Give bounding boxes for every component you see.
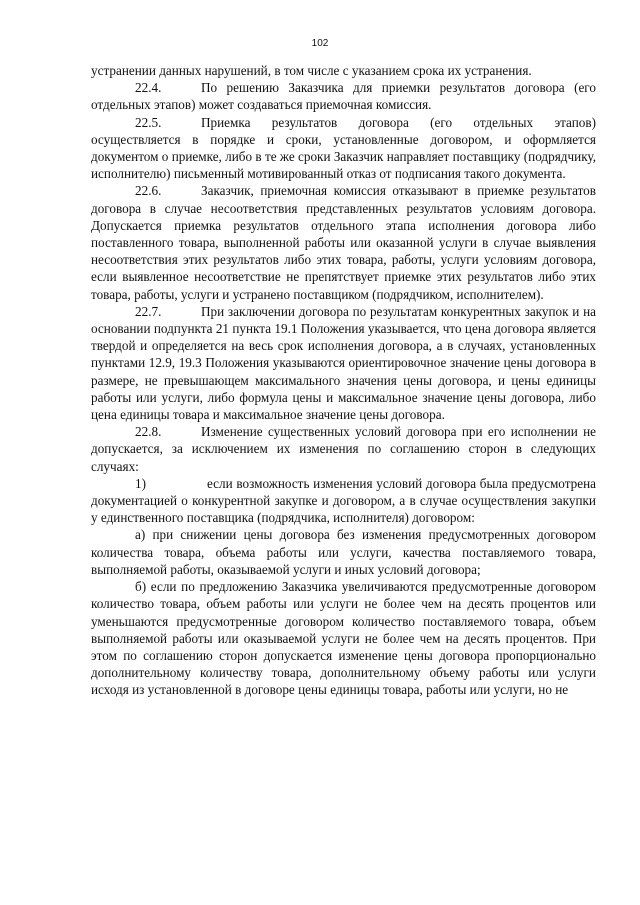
paragraph-continuation (91, 62, 596, 79)
paragraph-text: По решению Заказчика для приемки результатов договора (его отдельных этапов) может создаваться приемочная комиссия. (91, 80, 596, 113)
paragraph-22-4 (91, 79, 596, 113)
clause-number: 22.8. (135, 424, 162, 440)
paragraph-text: Изменение существенных условий договора при его исполнении не допускается, за исключением их изменения по соглашению сторон в следующих случаях: (91, 424, 596, 474)
paragraph-text: Заказчик, приемочная комиссия отказывают в приемке результатов договора в случае несоответствия представленных результатов условиям договора. Допускается приемка результатов отдельного этапа исполнения договора либо поставленного товара, выполненной работы или оказанной услуги в случае выявления несоответствия этих результатов либо этих товара, работы, услуги условиям договора, если выявленное несоответствие не препятствует приемке этих результатов либо этих товара, работы, услуги и устранено поставщиком (подрядчиком, исполнителем). (91, 183, 596, 302)
paragraph-text: б) если по предложению Заказчика увеличиваются предусмотренные договором количество товара, объем работы или услуги не более чем на десять процентов или уменьшаются предусмотренные договором количество поставляемого товара, объем выполняемой работы или оказываемой услуги не более чем на десять процентов. При этом по соглашению сторон допускается изменение цены договора пропорционально дополнительному количеству товара, дополнительному объему работы или услуги исходя из установленной в договоре цены единицы товара, работы или услуги, но не (91, 579, 596, 698)
page-number: 102 (311, 38, 329, 49)
paragraph-22-5 (91, 114, 596, 183)
document-body (91, 62, 596, 699)
paragraph-item-b (91, 578, 596, 698)
paragraph-text: Приемка результатов договора (его отдельных этапов) осуществляется в порядке и сроки, установленные договором, и оформляется документом о приемке, либо в те же сроки Заказчик направляет поставщику (подрядчику, исполнителю) письменный мотивированный отказ от подписания такого документа. (91, 114, 596, 182)
clause-number: 22.4. (135, 80, 162, 96)
paragraph-22-8 (91, 423, 596, 475)
subclause-number: 1) (135, 475, 146, 491)
clause-number: 22.5. (135, 114, 162, 130)
clause-number: 22.6. (135, 183, 162, 199)
paragraph-text: При заключении договора по результатам конкурентных закупок и на основании подпункта 21 пункта 19.1 Положения указывается, что цена договора является твердой и определяется на весь срок исполнения договора, а в случаях, установленных пунктами 12.9, 19.3 Положения указываются ориентировочное значение цены договора в размере, не превышающем максимального значения цены договора, и цены единицы работы или услуги, либо формула цены и максимальное значение цены договора, либо цена единицы товара и максимальное значение цены договора. (91, 303, 596, 423)
paragraph-text: устранении данных нарушений, в том числе с указанием срока их устранения. (91, 63, 532, 78)
paragraph-text: если возможность изменения условий договора была предусмотрена документацией о конкурентной закупке и договором, а в случае осуществления закупки у единственного поставщика (подрядчика, исполнителя) договором: (91, 475, 596, 526)
paragraph-subclause-1 (91, 475, 596, 527)
paragraph-22-7 (91, 303, 596, 423)
clause-number: 22.7. (135, 303, 162, 319)
paragraph-text: а) при снижении цены договора без изменения предусмотренных договором количества товара, объема работы или услуги, качества поставляемого товара, выполняемой работы, оказываемой услуги и иных условий договора; (91, 527, 596, 577)
paragraph-item-a (91, 526, 596, 578)
paragraph-22-6 (91, 182, 596, 302)
